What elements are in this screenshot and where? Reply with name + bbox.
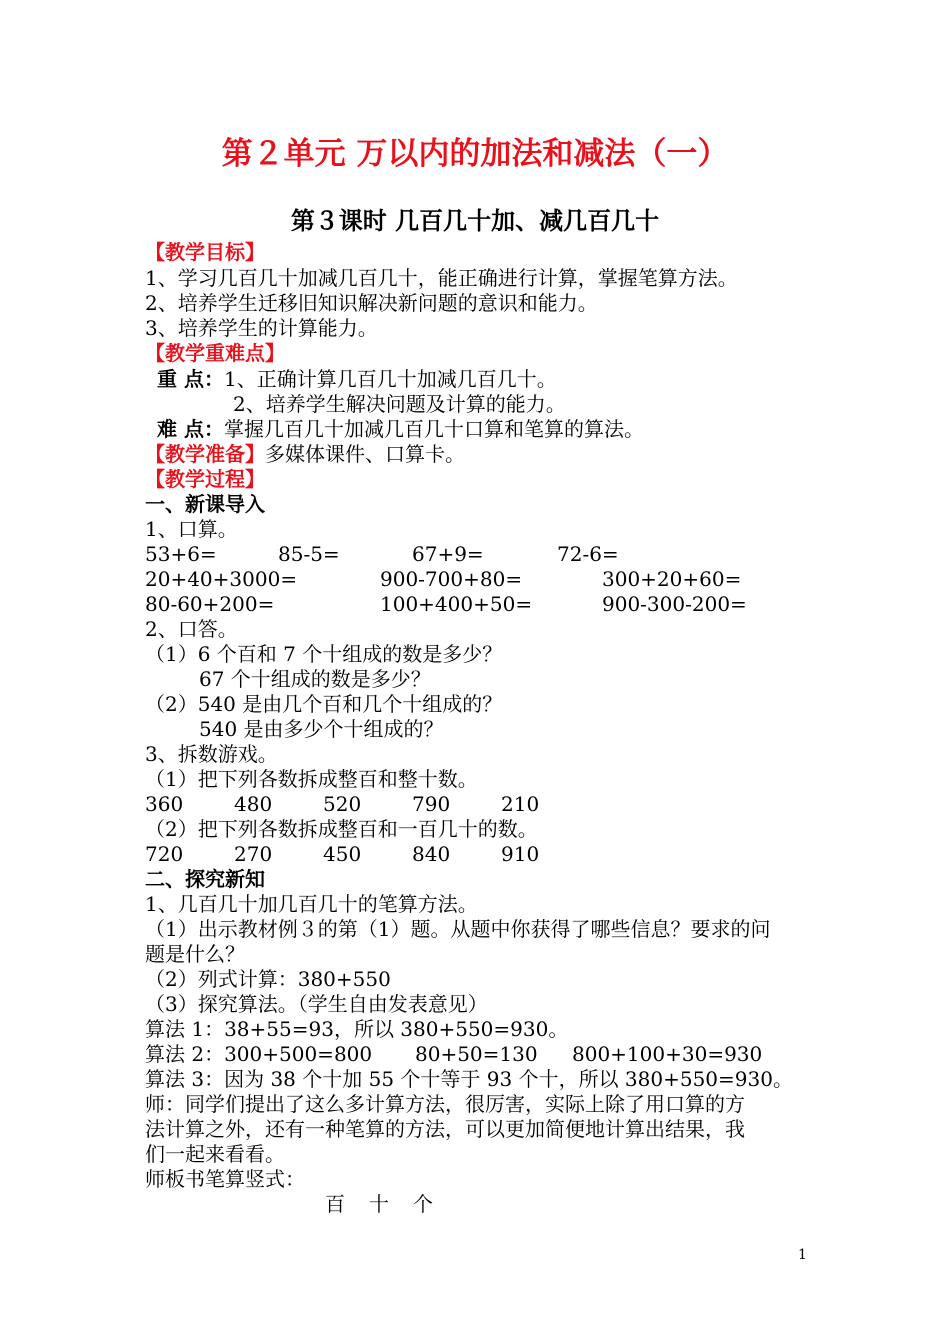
goal-item: 1、学习几百几十加减几百几十，能正确进行计算，掌握笔算方法。 (145, 266, 738, 290)
place-tens: 十 (369, 1192, 389, 1216)
goals-heading: 【教学目标】 (145, 240, 265, 264)
calc-item: 300+20+60= (602, 567, 742, 591)
unit-title: 第２单元 万以内的加法和减法（一） (221, 136, 729, 172)
algorithm-2-part: 800+100+30=930 (572, 1042, 763, 1066)
split-game-1: （1）把下列各数拆成整百和整十数。 (145, 767, 478, 791)
process-heading: 【教学过程】 (145, 467, 265, 491)
teacher-line-3: 们一起来看看。 (145, 1142, 285, 1166)
step-3: （3）探究算法。（学生自由发表意见） (145, 992, 488, 1016)
oral-calc-label: 1、口算。 (145, 517, 238, 541)
calc-item: 900-300-200= (602, 592, 747, 616)
question-1b: 67 个十组成的数是多少？ (199, 667, 431, 691)
calc-item: 100+400+50= (380, 592, 533, 616)
calc-item: 80-60+200= (145, 592, 275, 616)
prep-line (145, 442, 465, 467)
algorithm-1: 算法 1：38+55=93，所以 380+550=930。 (145, 1017, 569, 1041)
teacher-line-2: 法计算之外，还有一种笔算的方法，可以更加简便地计算出结果，我 (145, 1117, 745, 1141)
number: 790 (412, 792, 451, 816)
place-hundreds: 百 (325, 1192, 345, 1216)
key-points (145, 367, 557, 392)
number: 270 (234, 842, 273, 866)
number: 360 (145, 792, 184, 816)
key-label: 重 点： (157, 367, 224, 391)
split-game-label: 3、拆数游戏。 (145, 742, 278, 766)
key-point-1: 1、正确计算几百几十加减几百几十。 (223, 367, 557, 391)
prep-text: 多媒体课件、口算卡。 (265, 442, 465, 466)
question-1: （1）6 个百和 7 个十组成的数是多少？ (145, 642, 503, 666)
hard-label: 难 点： (157, 417, 224, 441)
number: 520 (323, 792, 362, 816)
question-2b: 540 是由多少个十组成的？ (199, 717, 444, 741)
calc-item: 20+40+3000= (145, 567, 298, 591)
goal-item: 3、培养学生的计算能力。 (145, 316, 378, 340)
hard-points (145, 417, 644, 442)
calc-item: 67+9= (412, 542, 484, 566)
calc-item: 900-700+80= (380, 567, 523, 591)
step-2: （2）列式计算：380+550 (145, 967, 391, 991)
calc-item: 53+6= (145, 542, 217, 566)
calc-item: 72-6= (557, 542, 619, 566)
difficulties-heading: 【教学重难点】 (145, 341, 285, 365)
goal-item: 2、培养学生迁移旧知识解决新问题的意识和能力。 (145, 291, 598, 315)
number: 210 (501, 792, 540, 816)
algorithm-3: 算法 3：因为 38 个十加 55 个十等于 93 个十，所以 380+550=930。 (145, 1067, 793, 1091)
number: 480 (234, 792, 273, 816)
calc-item: 85-5= (278, 542, 340, 566)
prep-heading: 【教学准备】 (145, 442, 265, 466)
number: 450 (323, 842, 362, 866)
split-game-2: （2）把下列各数拆成整百和一百几十的数。 (145, 817, 538, 841)
key-point-2: 2、培养学生解决问题及计算的能力。 (233, 392, 566, 416)
step-1a: （1）出示教材例３的第（1）题。从题中你获得了哪些信息？要求的问 (145, 917, 771, 941)
number: 910 (501, 842, 540, 866)
board-label: 师板书笔算竖式： (145, 1167, 305, 1191)
algorithm-2-part: 80+50=130 (415, 1042, 538, 1066)
lesson-title: 第３课时 几百几十加、减几百几十 (290, 207, 660, 235)
written-method-label: 1、几百几十加几百几十的笔算方法。 (145, 892, 478, 916)
question-2: （2）540 是由几个百和几个十组成的？ (145, 692, 503, 716)
section-1-heading: 一、新课导入 (145, 492, 265, 516)
teacher-line-1: 师：同学们提出了这么多计算方法，很厉害，实际上除了用口算的方 (145, 1092, 745, 1116)
number: 840 (412, 842, 451, 866)
place-ones: 个 (413, 1192, 433, 1216)
hard-text: 掌握几百几十加减几百几十口算和笔算的算法。 (223, 417, 644, 441)
number: 720 (145, 842, 184, 866)
section-2-heading: 二、探究新知 (145, 867, 265, 891)
step-1b: 题是什么？ (145, 942, 245, 966)
page-number: 1 (798, 1247, 807, 1263)
oral-answer-label: 2、口答。 (145, 617, 238, 641)
algorithm-2-part: 算法 2：300+500=800 (145, 1042, 373, 1066)
